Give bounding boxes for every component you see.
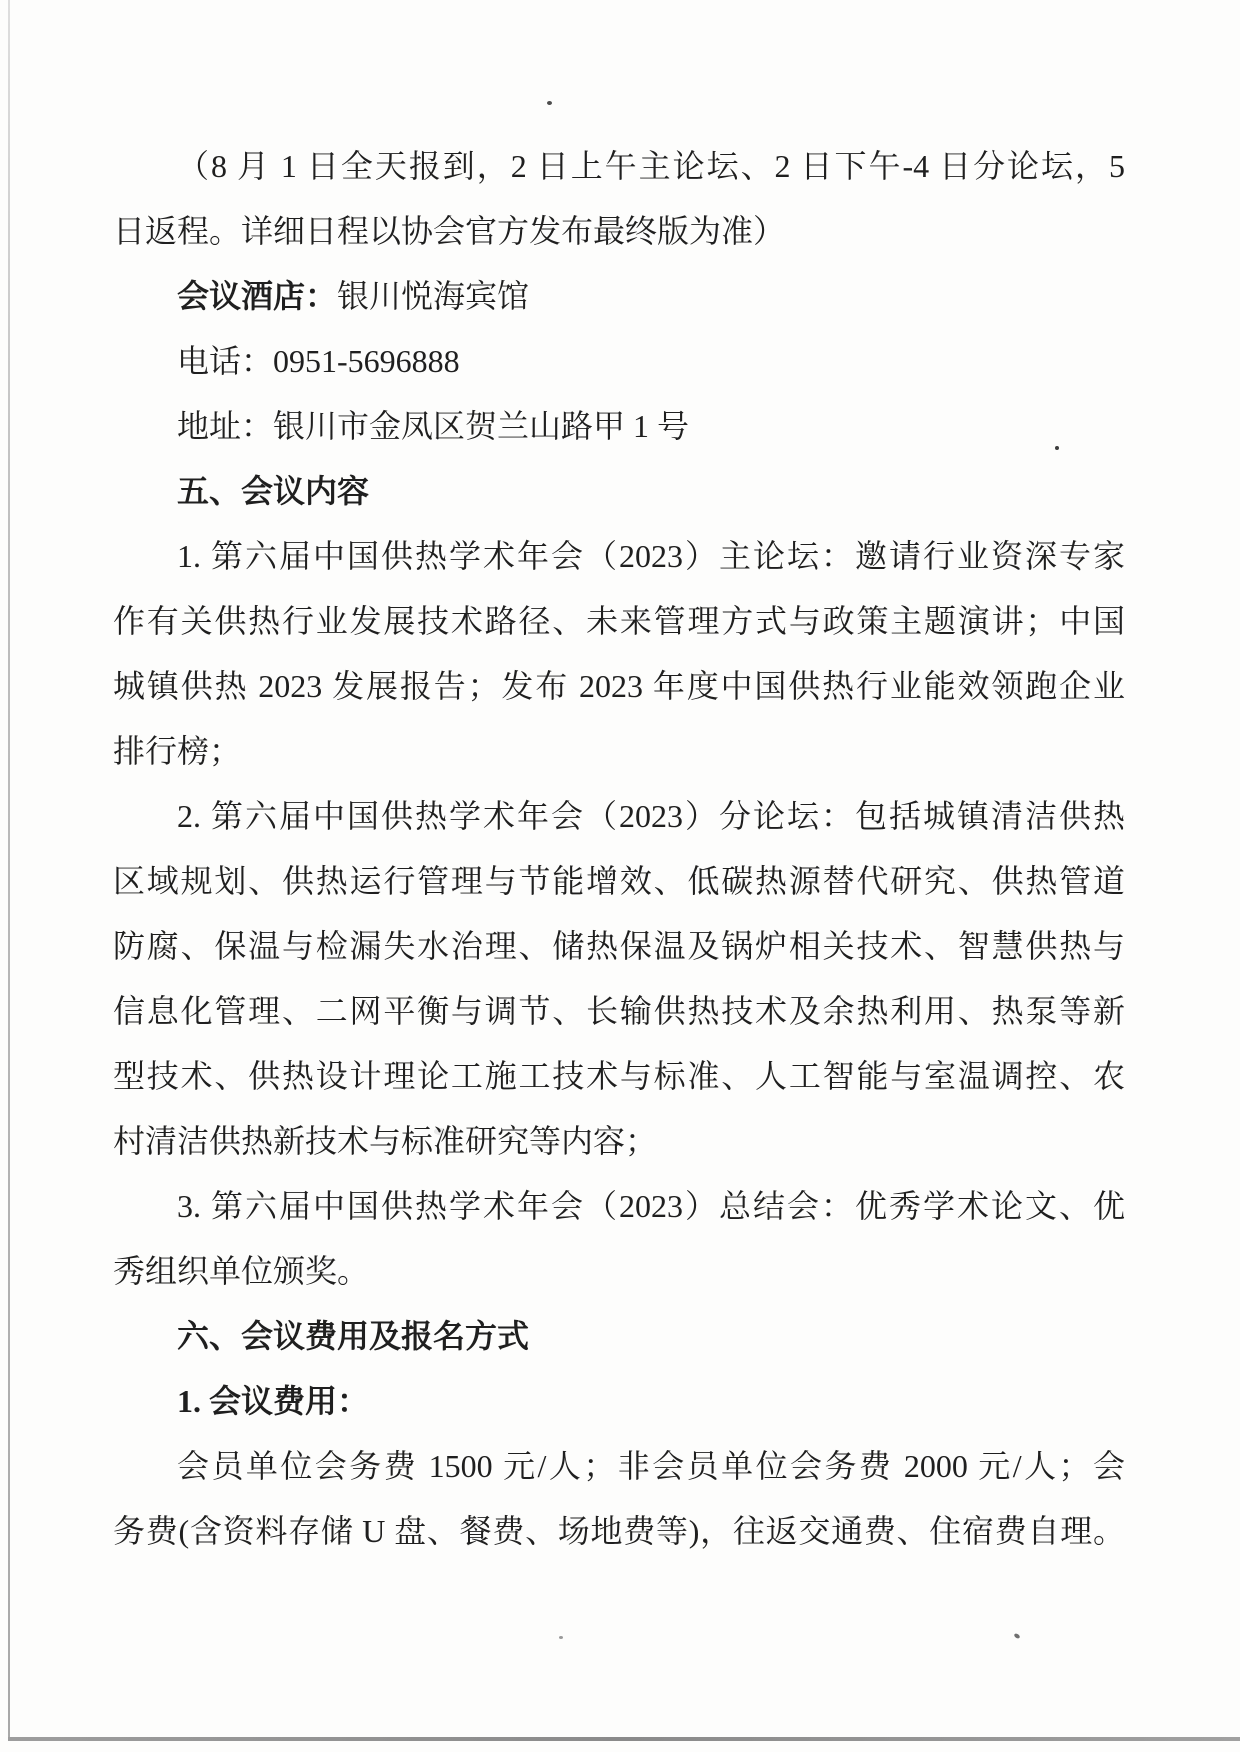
page-bottom-edge xyxy=(8,1737,1240,1741)
address-text: 地址：银川市金凤区贺兰山路甲 1 号 xyxy=(177,408,690,444)
hotel-label: 会议酒店： xyxy=(177,278,338,314)
heading-label: 五、会议内容 xyxy=(177,473,370,509)
fees-subheading xyxy=(113,1369,1125,1434)
content-item-1-line xyxy=(113,589,1125,654)
phone-text: 电话：0951-5696888 xyxy=(177,343,460,379)
section-6-heading xyxy=(113,1304,1125,1369)
line-text: 城镇供热 2023 发展报告；发布 2023 年度中国供热行业能效领跑企业 xyxy=(113,668,1125,704)
scan-speck xyxy=(559,1636,563,1639)
fees-line xyxy=(113,1499,1125,1564)
fees-line xyxy=(113,1434,1125,1499)
schedule-note-line xyxy=(113,134,1125,199)
content-item-2-line xyxy=(113,1044,1125,1109)
section-5-heading xyxy=(113,459,1125,524)
content-item-1-line xyxy=(113,654,1125,719)
content-item-3-line xyxy=(113,1239,1125,1304)
content-item-2-line xyxy=(113,914,1125,979)
line-text: 2. 第六届中国供热学术年会（2023）分论坛：包括城镇清洁供热 xyxy=(177,798,1125,834)
scan-speck xyxy=(1013,1633,1020,1640)
line-text: 排行榜； xyxy=(113,733,242,769)
line-text: 作有关供热行业发展技术路径、未来管理方式与政策主题演讲；中国 xyxy=(113,603,1125,639)
content-item-1-line xyxy=(113,524,1125,589)
line-text: 3. 第六届中国供热学术年会（2023）总结会：优秀学术论文、优 xyxy=(177,1188,1125,1224)
scan-speck xyxy=(547,101,552,105)
line-text: （8 月 1 日全天报到，2 日上午主论坛、2 日下午-4 日分论坛，5 xyxy=(177,148,1125,184)
content-item-2-line xyxy=(113,784,1125,849)
document-text xyxy=(113,134,1125,1564)
content-item-1-line xyxy=(113,719,1125,784)
line-text: 会员单位会务费 1500 元/人；非会员单位会务费 2000 元/人；会 xyxy=(177,1448,1125,1484)
heading-label: 六、会议费用及报名方式 xyxy=(177,1318,530,1354)
content-item-2-line xyxy=(113,849,1125,914)
address-line xyxy=(113,394,1125,459)
line-text: 务费(含资料存储 U 盘、餐费、场地费等)，往返交通费、住宿费自理。 xyxy=(113,1513,1125,1549)
content-item-2-line xyxy=(113,1109,1125,1174)
content-item-2-line xyxy=(113,979,1125,1044)
hotel-name: 银川悦海宾馆 xyxy=(337,278,530,314)
content-item-3-line xyxy=(113,1174,1125,1239)
heading-label: 1. 会议费用： xyxy=(177,1383,370,1419)
line-text: 秀组织单位颁奖。 xyxy=(113,1253,370,1289)
schedule-note-line xyxy=(113,199,1125,264)
hotel-line xyxy=(113,264,1125,329)
line-text: 型技术、供热设计理论工施工技术与标准、人工智能与室温调控、农 xyxy=(113,1058,1125,1094)
line-text: 区域规划、供热运行管理与节能增效、低碳热源替代研究、供热管道 xyxy=(113,863,1125,899)
page-left-edge xyxy=(8,0,10,1740)
line-text: 日返程。详细日程以协会官方发布最终版为准） xyxy=(113,213,786,249)
line-text: 信息化管理、二网平衡与调节、长输供热技术及余热利用、热泵等新 xyxy=(113,993,1125,1029)
phone-line xyxy=(113,329,1125,394)
line-text: 1. 第六届中国供热学术年会（2023）主论坛：邀请行业资深专家 xyxy=(177,538,1125,574)
line-text: 防腐、保温与检漏失水治理、储热保温及锅炉相关技术、智慧供热与 xyxy=(113,928,1125,964)
line-text: 村清洁供热新技术与标准研究等内容； xyxy=(113,1123,658,1159)
